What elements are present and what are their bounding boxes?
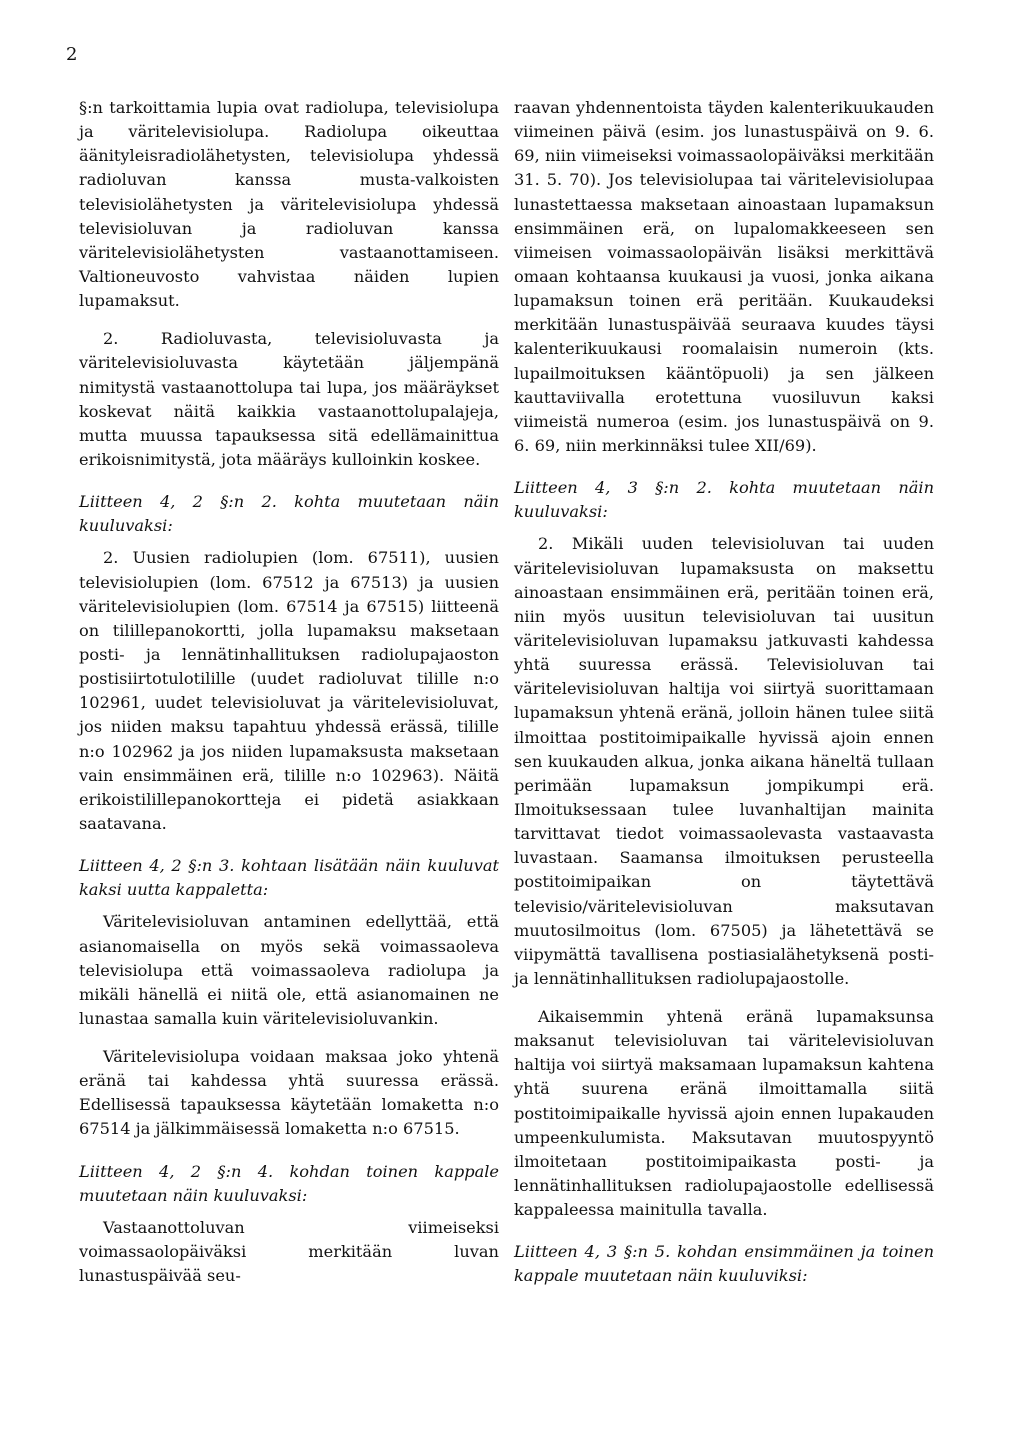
- paragraph: Väritelevisiolupa voidaan maksaa joko yhtenä eränä tai kahdessa yhtä suuressa erässä. Edellisessä tapauksessa käytetään lomaketta n:o 67514 ja jälkimmäisessä lomaketta n:o 67515.: [79, 1047, 499, 1139]
- section-heading: Liitteen 4, 3 §:n 5. kohdan ensimmäinen ja toinen kappale muutetaan näin kuuluviksi:: [514, 1242, 934, 1286]
- paragraph: §:n tarkoittamia lupia ovat radiolupa, televisiolupa ja väritelevisiolupa. Radiolupa oikeuttaa äänityleisradiolähetysten, televisiolupa yhdessä radioluvan kanssa musta-valkoisten televisiolähetysten ja väritelevisiolupa yhdessä televisioluvan ja radioluvan kanssa väritelevisiolähetysten vastaanottamiseen. Valtioneuvosto vahvistaa näiden lupien lupamaksut.: [79, 98, 499, 311]
- section-heading: Liitteen 4, 2 §:n 3. kohtaan lisätään näin kuuluvat kaksi uutta kappaletta:: [79, 856, 499, 900]
- paragraph: Aikaisemmin yhtenä eränä lupamaksunsa maksanut televisioluvan tai väritelevisioluvan haltija voi siirtyä maksamaan lupamaksun kahtena yhtä suurena eränä ilmoittamalla siitä postitoimipaikalle hyvissä ajoin ennen lupakauden umpeenkulumista. Maksutavan muutospyyntö ilmoitetaan postitoimipaikasta posti- ja lennätinhallituksen radiolupajaostolle edellisessä kappaleessa mainitulla tavalla.: [514, 1007, 934, 1220]
- paragraph: Vastaanottoluvan viimeiseksi voimassaolopäiväksi merkitään luvan lunastuspäivää seu-: [79, 1217, 499, 1286]
- section-heading: Liitteen 4, 3 §:n 2. kohta muutetaan näin kuuluvaksi:: [514, 478, 934, 522]
- paragraph: Väritelevisioluvan antaminen edellyttää, että asianomaisella on myös sekä voimassaoleva televisiolupa että voimassaoleva radiolupa ja mikäli hänellä ei niitä ole, että asianomainen ne lunastaa samalla kuin väritelevisioluvankin.: [79, 912, 499, 1028]
- paragraph: 2. Mikäli uuden televisioluvan tai uuden väritelevisioluvan lupamaksusta on maksettu ainoastaan ensimmäinen erä, peritään toinen erä, niin myös uusitun televisioluvan tai uusitun väritelevisioluvan lupamaksu jatkuvasti kahdessa yhtä suuressa erässä. Televisioluvan tai väritelevisioluvan haltija voi siirtyä suorittamaan lupamaksun yhtenä eränä, jolloin hänen tulee siitä ilmoittaa postitoimipaikalle hyvissä ajoin ennen sen kuukauden alkua, jonka aikana häneltä tullaan perimään lupamaksun jompikumpi erä. Ilmoituksessaan tulee luvanhaltijan mainita tarvittavat tiedot voimassaolevasta vastaavasta luvastaan. Saamansa ilmoituksen perusteella postitoimipaikan on täytettävä televisio/väritelevisioluvan maksutavan muutosilmoitus (lom. 67505) ja lähetettävä se viipymättä tavallisena postiasialähetyksenä posti- ja lennätinhallituksen radiolupajaostolle.: [514, 534, 934, 988]
- section-heading: Liitteen 4, 2 §:n 4. kohdan toinen kappale muutetaan näin kuuluvaksi:: [79, 1161, 499, 1205]
- left-column: [79, 96, 499, 1302]
- paragraph: 2. Radioluvasta, televisioluvasta ja väritelevisioluvasta käytetään jäljempänä nimitystä vastaanottolupa tai lupa, jos määräykset koskevat näitä kaikkia vastaanottolupalajeja, mutta muussa tapauksessa sitä edellämainittua erikoisnimitystä, jota määräys kulloinkin koskee.: [79, 329, 499, 469]
- paragraph: raavan yhdennentoista täyden kalenterikuukauden viimeinen päivä (esim. jos lunastuspäivä on 9. 6. 69, niin viimeiseksi voimassaolopäiväksi merkitään 31. 5. 70). Jos televisiolupaa tai väritelevisiolupaa lunastettaessa maksetaan ainoastaan lupamaksun ensimmäinen erä, on lupalomakkeeseen sen viimeisen voimassaolopäivän lisäksi merkittävä omaan kohtaansa kuukausi ja vuosi, jonka aikana lupamaksun toinen erä peritään. Kuukaudeksi merkitään lunastuspäivää seuraava kuudes täysi kalenterikuukausi roomalaisin numeroin (kts. lupailmoituksen kääntöpuoli) ja sen jälkeen kauttaviivalla erotettuna vuosiluvun kaksi viimeistä numeroa (esim. jos lunastuspäivä on 9. 6. 69, niin merkinnäksi tulee XII/69).: [514, 98, 934, 455]
- page-number: 2: [66, 44, 78, 65]
- paragraph: 2. Uusien radiolupien (lom. 67511), uusien televisiolupien (lom. 67512 ja 67513) ja uusien väritelevisiolupien (lom. 67514 ja 67515) liitteenä on tilillepanokortti, jolla lupamaksu maksetaan posti- ja lennätinhallituksen radiolupajaoston postisiirtotulotilille (uudet radioluvat tilille n:o 102961, uudet televisioluvat ja väritelevisioluvat, jos niiden maksu tapahtuu yhdessä erässä, tilille n:o 102962 ja jos niiden lupamaksusta maksetaan vain ensimmäinen erä, tilille n:o 102963). Näitä erikoistilillepanokortteja ei pidetä asiakkaan saatavana.: [79, 548, 499, 833]
- section-heading: Liitteen 4, 2 §:n 2. kohta muutetaan näin kuuluvaksi:: [79, 492, 499, 536]
- right-column: [514, 96, 934, 1297]
